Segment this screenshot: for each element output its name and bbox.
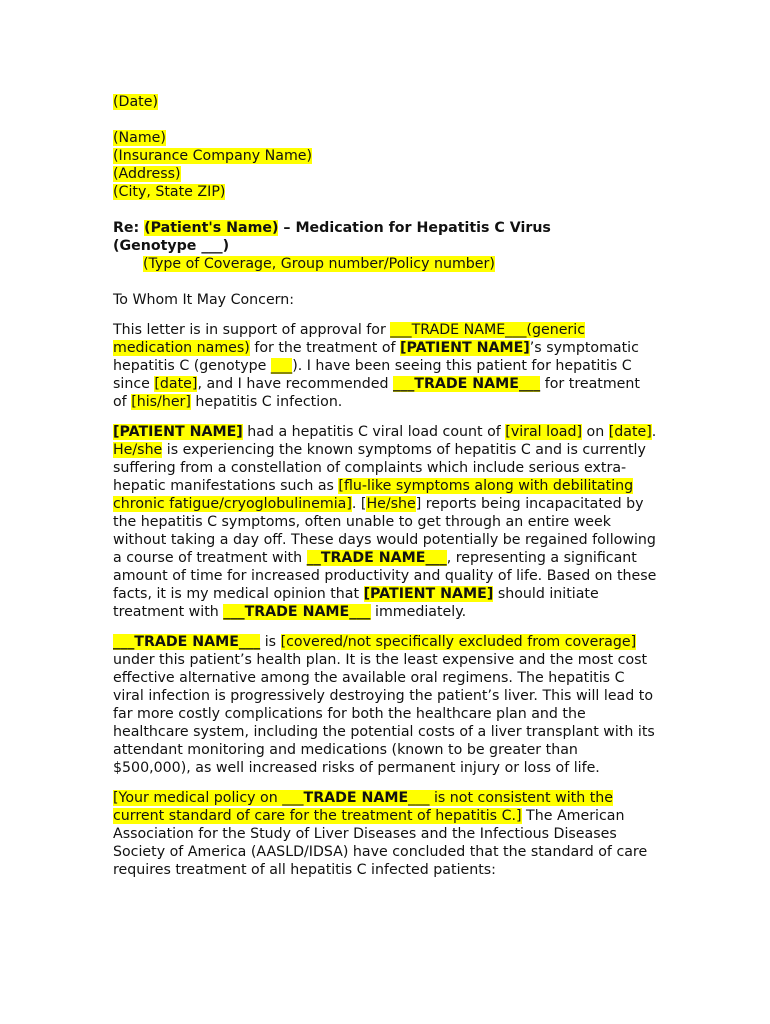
paragraph-2: [PATIENT NAME] had a hepatitis C viral load count of [viral load] on [date]. He/she is experiencing the known symptoms of hepatitis C and is currently suffering from a constellation of complaints which include serious extra-hepatic manifestations such as [flu-like symptoms along with debilitating chronic fatigue/cryoglobulinemia]. [He/she] reports being incapacitated by the hepatitis C symptoms, often unable to get through an entire week without taking a day off. These days would potentially be regained following a course of treatment with __TRADE NAME___, representing a significant amount of time for increased productivity and quality of life. Based on these facts, it is my medical opinion that [PATIENT NAME] should initiate treatment with ___TRADE NAME___ immediately.	[113, 424, 657, 620]
subject-line: Re: (Patient's Name) – Medication for Hepatitis C Virus	[113, 220, 551, 236]
letter-body	[113, 93, 658, 879]
recipient-city: (City, State ZIP)	[113, 184, 226, 200]
date-line: (Date)	[113, 94, 158, 110]
subject-genotype: (Genotype ___)	[113, 238, 230, 254]
paragraph-1: This letter is in support of approval for ___TRADE NAME___(generic medication names) for the treatment of [PATIENT NAME]’s symptomatic hepatitis C (genotype ___). I have been seeing this patient for hepatitis C since [date], and I have recommended ___TRADE NAME___ for treatment of [his/her] hepatitis C infection.	[113, 322, 640, 410]
recipient-company: (Insurance Company Name)	[113, 148, 313, 164]
subject-coverage: (Type of Coverage, Group number/Policy number)	[143, 256, 495, 272]
paragraph-4: [Your medical policy on ___TRADE NAME___ is not consistent with the current standard of care for the treatment of hepatitis C.] The American Association for the Study of Liver Diseases and the Infectious Diseases Society of America (AASLD/IDSA) have concluded that the standard of care requires treatment of all hepatitis C infected patients:	[113, 790, 648, 878]
recipient-address: (Address)	[113, 166, 181, 182]
recipient-name: (Name)	[113, 130, 166, 146]
salutation: To Whom It May Concern:	[113, 292, 295, 308]
paragraph-3: ___TRADE NAME___ is [covered/not specifically excluded from coverage] under this patient’s health plan. It is the least expensive and the most cost effective alternative among the available oral regimens. The hepatitis C viral infection is progressively destroying the patient’s liver. This will lead to far more costly complications for both the healthcare plan and the healthcare system, including the potential costs of a liver transplant with its attendant monitoring and medications (known to be greater than $500,000), as well increased risks of permanent injury or loss of life.	[113, 634, 655, 776]
